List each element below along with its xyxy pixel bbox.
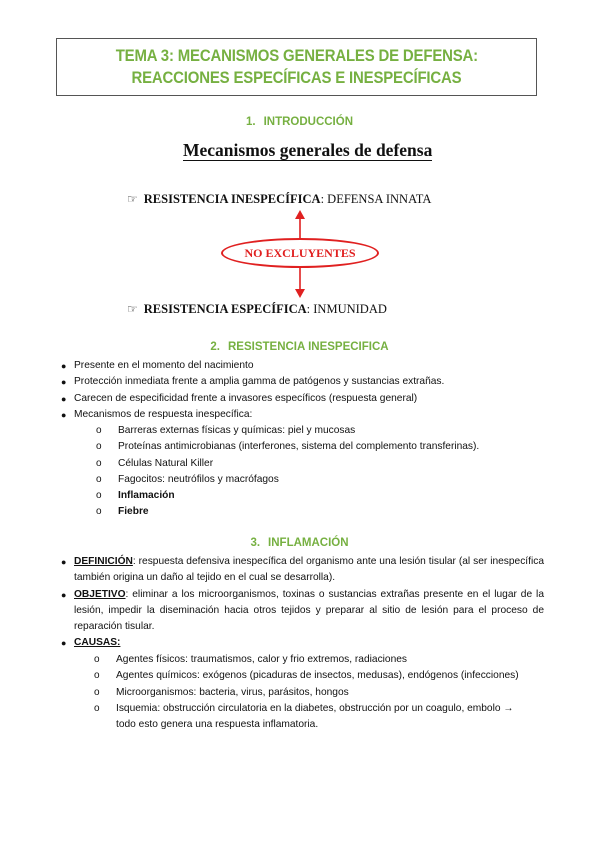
figure-title: Mecanismos generales de defensa [183, 140, 433, 160]
section-heading-resistencia [0, 341, 599, 353]
section-title: RESISTENCIA INESPECIFICA [227, 341, 389, 353]
sub-list-item: o Fiebre [96, 506, 149, 518]
figure-row-especifica [127, 302, 387, 317]
objetivo-item: ● OBJETIVO: eliminar a los microorganismos, toxinas o sustancias extrañas presente en el lugar de la lesión, impedir la diseminación hacia otros tejidos y preparar al sitio de lesión para el proceso de reparación tisular. [61, 588, 544, 633]
sub-list-item: o Microorganismos: bacteria, virus, parásitos, hongos [94, 686, 349, 698]
sub-list-item: o Células Natural Killer [96, 457, 214, 469]
list-item: ● Carecen de especificidad frente a invasores específicos (respuesta general) [61, 392, 418, 404]
section-title: INFLAMACIÓN [268, 537, 349, 549]
inflamacion-list [61, 554, 544, 652]
section-number: 3. [250, 537, 261, 549]
section-number: 1. [245, 116, 256, 128]
figure-row1-rest: : DEFENSA INNATA [320, 192, 432, 206]
section-heading-inflamacion [0, 537, 599, 549]
section-number: 2. [210, 341, 220, 353]
causas-item: ● CAUSAS: [61, 637, 121, 649]
definicion-item: ● DEFINICIÓN: respuesta defensiva inespecífica del organismo ante una lesión tisular (al ser inespecífica también origina un daño al tejido en el cual se desarrolla). [61, 556, 544, 584]
title-line-1: TEMA 3: MECANISMOS GENERALES DE DEFENSA: [115, 46, 478, 65]
sub-list-item: o Proteínas antimicrobianas (interferones, sistema del complemento transferinas). [96, 441, 480, 453]
sub-list-item: o Agentes físicos: traumatismos, calor y frio extremos, radiaciones [94, 654, 408, 665]
section-title: INTRODUCCIÓN [263, 116, 354, 128]
title-line-2: REACCIONES ESPECÍFICAS E INESPECÍFICAS [131, 68, 462, 87]
figure-row2-rest: : INMUNIDAD [306, 302, 387, 316]
list-item: ● Presente en el momento del nacimiento [61, 360, 254, 371]
list-item: ● Protección inmediata frente a amplia gamma de patógenos y sustancias extrañas. [61, 376, 445, 388]
section-heading-introduccion [0, 116, 599, 128]
pointing-hand-icon: ☞ [127, 192, 138, 206]
pointing-hand-icon: ☞ [127, 302, 138, 316]
list-item: ● Mecanismos de respuesta inespecífica: [61, 408, 253, 420]
causas-sublist [94, 652, 546, 733]
sub-list-item: o Agentes químicos: exógenos (picaduras de insectos, medusas), endógenos (infecciones) [94, 670, 519, 682]
figure-row-inespecifica [127, 192, 431, 207]
sub-list-item: o Inflamación [96, 490, 175, 502]
document-title-box [56, 38, 537, 96]
sub-list-item: o Barreras externas físicas y químicas: piel y mucosas [96, 425, 356, 436]
sub-list-item: o Isquemia: obstrucción circulatoria en la diabetes, obstrucción por un coagulo, embolo → [94, 702, 514, 714]
figure-row1-bold: RESISTENCIA INESPECÍFICA [143, 192, 321, 206]
no-excluyentes-label: NO EXCLUYENTES [221, 238, 379, 268]
figure-row2-bold: RESISTENCIA ESPECÍFICA [143, 302, 307, 316]
sub-list-item: o Fagocitos: neutrófilos y macrófagos [96, 473, 279, 485]
mecanismos-sublist [96, 423, 548, 521]
sub-list-item-continuation: todo esto genera una respuesta inflamatoria. [116, 719, 319, 731]
resistencia-list [61, 358, 544, 423]
